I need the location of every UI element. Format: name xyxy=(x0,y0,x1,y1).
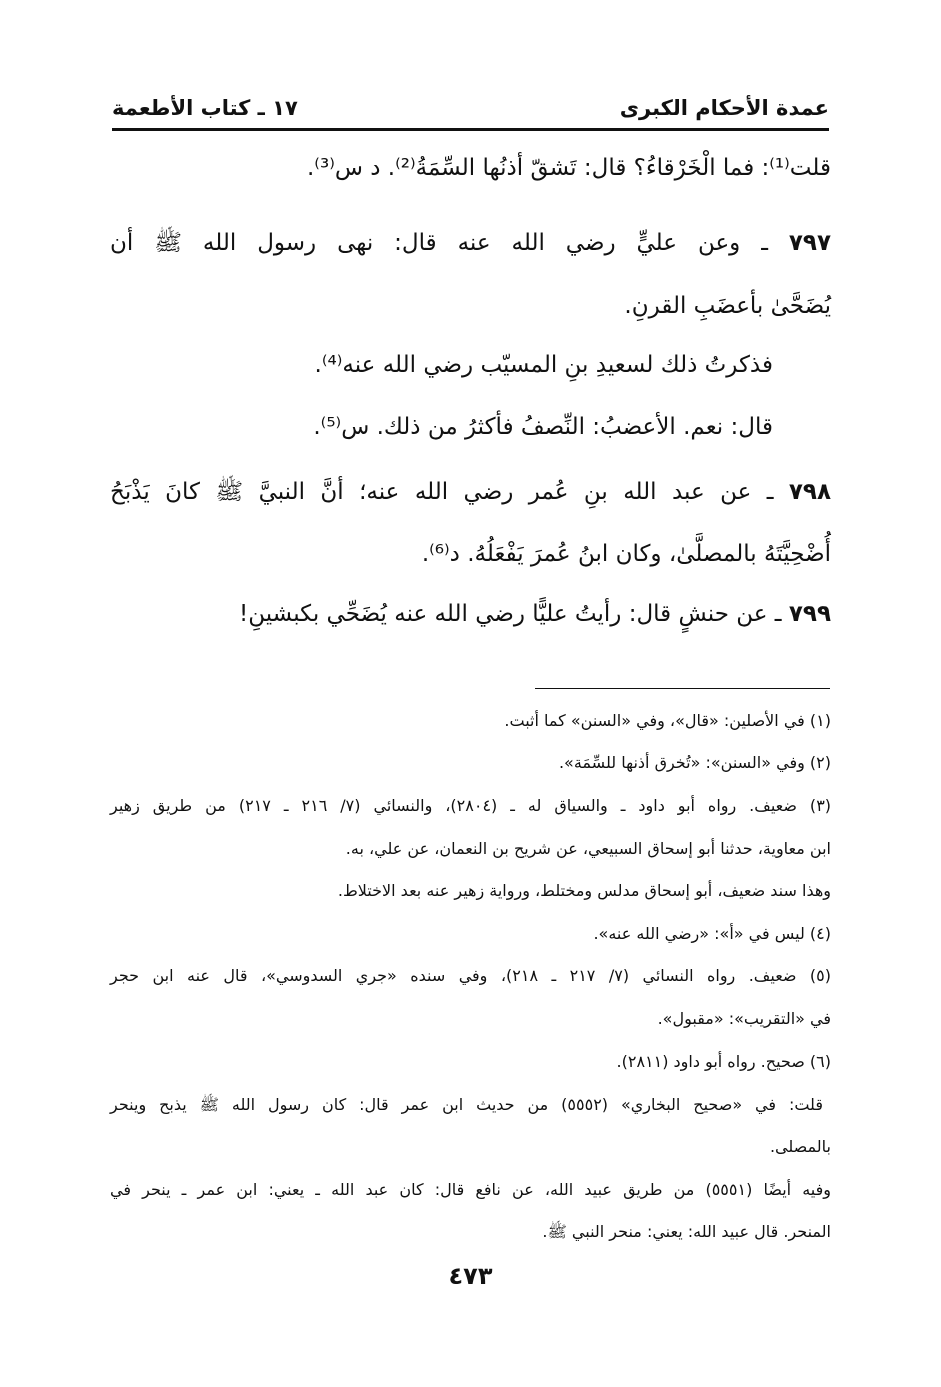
text-line: فذكرتُ ذلك لسعيدِ بنِ المسيّب رضي الله عنه⁽⁴⁾. xyxy=(314,352,773,378)
footnote-4: (٤) ليس في «أ»: «رضي الله عنه». xyxy=(593,924,831,943)
footnote-3-cont: ابن معاوية، حدثنا أبو إسحاق السبيعي، عن شريح بن النعمان، عن علي، به. xyxy=(345,839,831,858)
footnote-6: (٦) صحيح. رواه أبو داود (٢٨١١). xyxy=(616,1052,831,1071)
hadith-text: ـ عن حنشٍ قال: رأيتُ عليًّا رضي الله عنه يُضَحِّي بكبشينِ! xyxy=(239,601,782,627)
footnote-2: (٢) وفي «السنن»: «تُخرق أذنها للسِّمَة». xyxy=(558,753,831,772)
text-line: أُضْحِيَّتَهُ بالمصلَّىٰ، وكان ابنُ عُمرَ يَفْعَلُهُ. د⁽⁶⁾. xyxy=(421,541,831,567)
text-line: قال: نعم. الأعضبُ: النِّصفُ فأكثرُ من ذلك. س⁽⁵⁾. xyxy=(313,414,773,440)
footnote-3: (٣) ضعيف. رواه أبو داود ـ والسياق له ـ (٢٨٠٤)، والنسائي (٧/ ٢١٦ ـ ٢١٧) من طريق زهير xyxy=(110,796,832,815)
footnote-5: (٥) ضعيف. رواه النسائي (٧/ ٢١٧ ـ ٢١٨)، وفي سنده «جري السدوسي»، قال عنه ابن حجر xyxy=(110,966,832,985)
footnote-separator xyxy=(535,688,830,689)
running-header xyxy=(112,92,829,132)
hadith-text: ـ وعن عليٍّ رضي الله عنه قال: نهى رسول الله ﷺ أن xyxy=(110,230,768,256)
hadith-number: ٧٩٩ xyxy=(788,601,831,627)
header-rule xyxy=(112,128,829,131)
footnote-1: (١) في الأصلين: «قال»، وفي «السنن» كما أثبت. xyxy=(504,711,831,730)
chapter-title: ١٧ ـ كتاب الأطعمة xyxy=(112,96,298,120)
hadith-number: ٧٩٨ xyxy=(788,479,831,505)
footnote-note-cont: بالمصلى. xyxy=(769,1137,831,1156)
hadith-799-line xyxy=(110,596,831,632)
hadith-798-line xyxy=(110,474,831,510)
footnote-3-cont: وهذا سند ضعيف، أبو إسحاق مدلس ومختلط، ورواية زهير عنه بعد الاختلاط. xyxy=(337,881,831,900)
text-line: يُضَحَّىٰ بأعضَبِ القرنِ. xyxy=(624,293,831,319)
footnote-note: قلت: في «صحيح البخاري» (٥٥٥٢) من حديث ابن عمر قال: كان رسول الله ﷺ يذبح وينحر xyxy=(110,1095,824,1114)
footnote-note: وفيه أيضًا (٥٥٥١) من طريق عبيد الله، عن نافع قال: كان عبد الله ـ يعني: ابن عمر ـ ينحر في xyxy=(110,1180,832,1199)
page-number: ٤٧٣ xyxy=(448,1262,493,1290)
footnote-5-cont: في «التقريب»: «مقبول». xyxy=(657,1009,831,1028)
hadith-number: ٧٩٧ xyxy=(788,230,832,256)
book-title: عمدة الأحكام الكبرى xyxy=(619,96,829,120)
hadith-text: ـ عن عبد الله بنِ عُمر رضي الله عنه؛ أنَّ النبيَّ ﷺ كانَ يَذْبَحُ xyxy=(110,479,774,505)
text-line: قلت⁽¹⁾: فما الْخَرْقاءُ؟ قال: تَشقّ أذنُها السِّمَةُ⁽²⁾. د س⁽³⁾. xyxy=(306,155,831,181)
hadith-797-line xyxy=(110,225,831,261)
footnote-note-cont: المنحر. قال عبيد الله: يعني: منحر النبي ﷺ. xyxy=(542,1222,831,1241)
